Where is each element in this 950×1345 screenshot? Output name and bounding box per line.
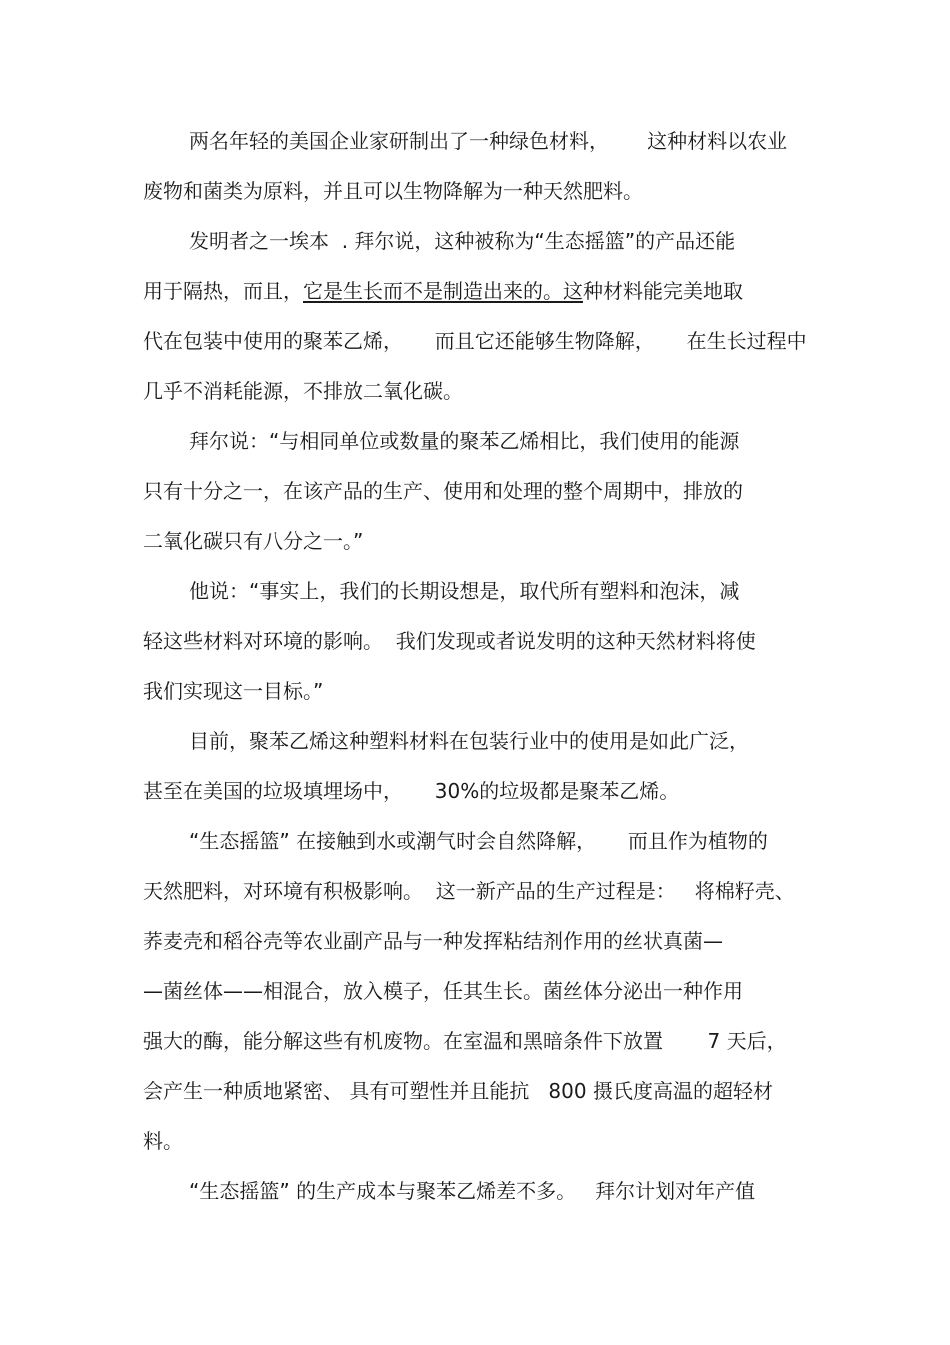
paragraph-6-line-2: 天然肥料，对环境有积极影响。 这一新产品的生产过程是： 将棉籽壳、 (143, 879, 795, 903)
paragraph-7-line-1: “生态摇篮” 的生产成本与聚苯乙烯差不多。 拜尔计划对年产值 (189, 1179, 756, 1203)
paragraph-6-line-5: 强大的酶，能分解这些有机废物。在室温和黑暗条件下放置 7 天后， (143, 1029, 787, 1053)
paragraph-4-line-3: 我们实现这一目标。” (143, 679, 324, 703)
paragraph-1-line-1: 两名年轻的美国企业家研制出了一种绿色材料， 这种材料以农业 (189, 129, 788, 153)
underlined-phrase: 它是生长而不是制造出来的。这 (303, 279, 583, 303)
paragraph-6-line-3: 荞麦壳和稻谷壳等农业副产品与一种发挥粘结剂作用的丝状真菌— (143, 929, 723, 953)
paragraph-6-line-1: “生态摇篮” 在接触到水或潮气时会自然降解， 而且作为植物的 (189, 829, 768, 853)
paragraph-6-line-6: 会产生一种质地紧密、 具有可塑性并且能抗 800 摄氏度高温的超轻材 (143, 1079, 773, 1103)
paragraph-6-line-4: —菌丝体——相混合，放入模子，任其生长。菌丝体分泌出一种作用 (143, 979, 743, 1003)
paragraph-5-line-2: 甚至在美国的垃圾填埋场中， 30%的垃圾都是聚苯乙烯。 (143, 779, 680, 803)
paragraph-2-line-2-head: 用于隔热，而且， (143, 279, 303, 303)
paragraph-2-line-4: 几乎不消耗能源，不排放二氧化碳。 (143, 379, 463, 403)
paragraph-5-line-1: 目前，聚苯乙烯这种塑料材料在包装行业中的使用是如此广泛， (189, 729, 749, 753)
paragraph-6-line-7: 料。 (143, 1129, 183, 1153)
paragraph-2-line-3: 代在包装中使用的聚苯乙烯， 而且它还能够生物降解， 在生长过程中 (143, 329, 807, 353)
paragraph-4-line-2: 轻这些材料对环境的影响。 我们发现或者说发明的这种天然材料将使 (143, 629, 756, 653)
paragraph-2-line-2-tail: 种材料能完美地取 (583, 279, 743, 303)
paragraph-1-line-2: 废物和菌类为原料，并且可以生物降解为一种天然肥料。 (143, 179, 643, 203)
paragraph-3-line-3: 二氧化碳只有八分之一。” (143, 529, 364, 553)
paragraph-4-line-1: 他说：“事实上，我们的长期设想是，取代所有塑料和泡沫，减 (189, 579, 740, 603)
paragraph-2-line-2 (143, 278, 823, 304)
paragraph-2-line-1: 发明者之一埃本 . 拜尔说，这种被称为“生态摇篮”的产品还能 (189, 229, 736, 253)
paragraph-3-line-1: 拜尔说：“与相同单位或数量的聚苯乙烯相比，我们使用的能源 (189, 429, 740, 453)
paragraph-3-line-2: 只有十分之一，在该产品的生产、使用和处理的整个周期中，排放的 (143, 479, 743, 503)
